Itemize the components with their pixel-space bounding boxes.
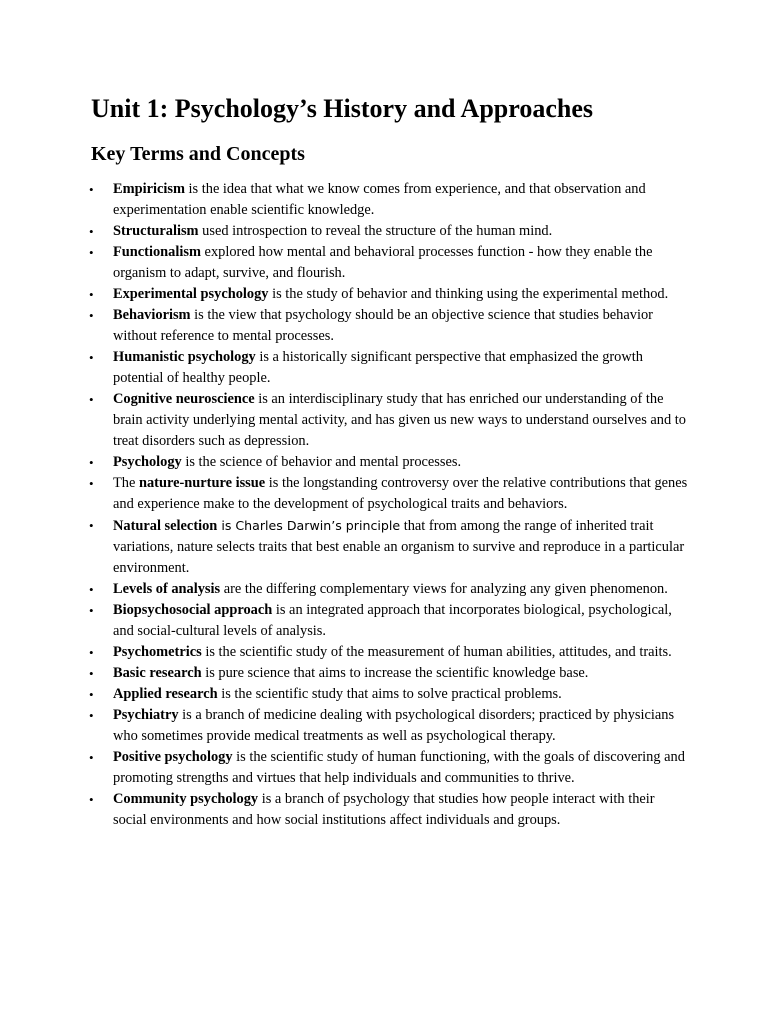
list-item — [0, 663, 690, 684]
term-definition: explored how mental and behavioral processes function - how they enable the organism to adapt, survive, and flourish. — [113, 244, 653, 281]
list-item — [0, 242, 690, 284]
section-heading: Key Terms and Concepts — [91, 143, 305, 165]
term-name: Humanistic psychology — [113, 349, 256, 365]
term-name: Functionalism — [113, 244, 201, 260]
key-terms-list — [0, 179, 690, 831]
term-definition: is the longstanding controversy over the relative contributions that genes and experience make to the development of psychological traits and behaviors. — [113, 475, 688, 512]
term-definition: used introspection to reveal the structure of the human mind. — [198, 223, 553, 239]
term-name: Levels of analysis — [113, 581, 221, 597]
list-item — [0, 600, 690, 642]
bullet-icon: • — [89, 392, 94, 407]
term-definition: that from among the range of inherited trait variations, nature selects traits that best enable an organism to survive and reproduce in a particular environment. — [113, 518, 685, 576]
list-item — [0, 705, 690, 747]
term-definition: are the differing complementary views for analyzing any given phenomenon. — [220, 581, 668, 597]
bullet-icon: • — [89, 245, 94, 260]
term-name: Structuralism — [113, 223, 199, 239]
bullet-icon: • — [89, 645, 94, 660]
bullet-icon: • — [89, 603, 94, 618]
term-definition: is a branch of medicine dealing with psychological disorders; practiced by physicians who sometimes provide medical treatments as well as psychological therapy. — [113, 707, 675, 744]
term-name: Psychometrics — [113, 644, 202, 660]
term-definition: is pure science that aims to increase the scientific knowledge base. — [201, 665, 589, 681]
bullet-icon: • — [89, 582, 94, 597]
list-item — [0, 452, 690, 473]
list-item — [0, 389, 690, 452]
bullet-icon: • — [89, 287, 94, 302]
term-name: Psychology — [113, 454, 182, 470]
list-item — [0, 347, 690, 389]
term-name: Psychiatry — [113, 707, 179, 723]
bullet-icon: • — [89, 455, 94, 470]
list-item — [0, 179, 690, 221]
term-definition: is the scientific study that aims to solve practical problems. — [217, 686, 562, 702]
bullet-icon: • — [89, 687, 94, 702]
list-item — [0, 579, 690, 600]
term-name: Empiricism — [113, 181, 185, 197]
term-definition-sans: is Charles Darwin’s principle — [217, 518, 401, 533]
bullet-icon: • — [89, 182, 94, 197]
bullet-icon: • — [89, 476, 94, 491]
page-title: Unit 1: Psychology’s History and Approaches — [91, 94, 593, 123]
bullet-icon: • — [89, 708, 94, 723]
bullet-icon: • — [89, 518, 94, 533]
list-item — [0, 747, 690, 789]
list-item — [0, 284, 690, 305]
term-definition: is the view that psychology should be an objective science that studies behavior without reference to mental processes. — [113, 307, 653, 344]
term-name: Positive psychology — [113, 749, 233, 765]
term-name: Behaviorism — [113, 307, 191, 323]
bullet-icon: • — [89, 308, 94, 323]
term-definition: is a branch of psychology that studies how people interact with their social environments and how social institutions affect individuals and groups. — [113, 791, 655, 828]
term-name: Basic research — [113, 665, 202, 681]
term-definition: is a historically significant perspective that emphasized the growth potential of healthy people. — [113, 349, 643, 386]
list-item — [0, 221, 690, 242]
term-name: Applied research — [113, 686, 218, 702]
term-definition: is the scientific study of the measurement of human abilities, attitudes, and traits. — [201, 644, 672, 660]
list-item — [0, 684, 690, 705]
bullet-icon: • — [89, 666, 94, 681]
term-name: Natural selection — [113, 518, 218, 534]
term-definition: is the scientific study of human functioning, with the goals of discovering and promoting strengths and virtues that help individuals and communities to thrive. — [113, 749, 685, 786]
term-definition: is the study of behavior and thinking using the experimental method. — [268, 286, 669, 302]
term-name: Cognitive neuroscience — [113, 391, 255, 407]
term-name: Experimental psychology — [113, 286, 269, 302]
term-name: Community psychology — [113, 791, 259, 807]
term-name: Biopsychosocial approach — [113, 602, 273, 618]
list-item — [0, 473, 690, 515]
list-item — [0, 305, 690, 347]
bullet-icon: • — [89, 750, 94, 765]
term-definition: is the science of behavior and mental processes. — [181, 454, 462, 470]
term-prefix: The — [113, 475, 139, 491]
term-definition: is an interdisciplinary study that has enriched our understanding of the brain activity underlying mental activity, and has given us new ways to understand ourselves and to treat disorders such as depression. — [113, 391, 686, 449]
bullet-icon: • — [89, 350, 94, 365]
list-item — [0, 515, 690, 579]
term-name: nature-nurture issue — [138, 475, 266, 491]
bullet-icon: • — [89, 792, 94, 807]
term-definition: is the idea that what we know comes from experience, and that observation and experimentation enable scientific knowledge. — [113, 181, 646, 218]
bullet-icon: • — [89, 224, 94, 239]
list-item — [0, 642, 690, 663]
term-definition: is an integrated approach that incorporates biological, psychological, and social-cultural levels of analysis. — [113, 602, 672, 639]
list-item — [0, 789, 690, 831]
